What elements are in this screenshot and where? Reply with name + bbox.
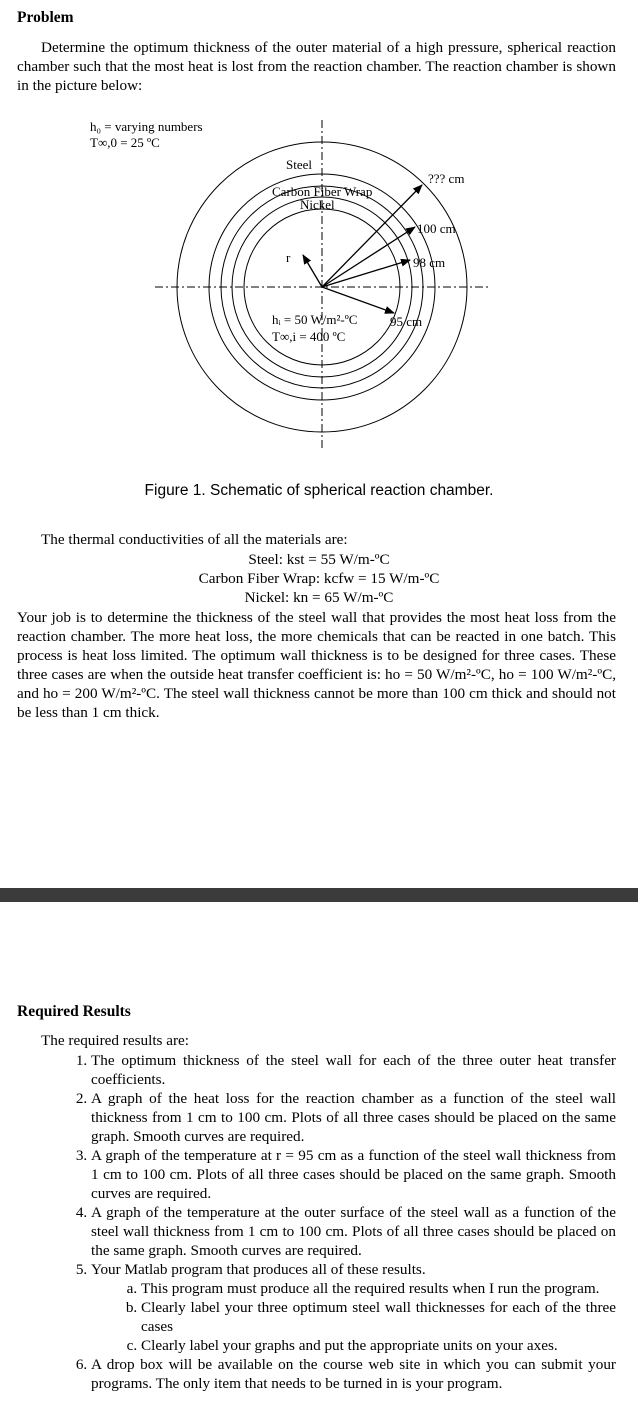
- radius-100-label: 100 cm: [417, 221, 456, 236]
- conductivity-intro: The thermal conductivities of all the materials are:: [41, 531, 348, 548]
- job-paragraph: Your job is to determine the thickness of the steel wall that provides the most heat loss from the reaction chamber. The more heat loss, the more chemicals that can be reacted in one batch. This process is heat loss limited. The optimum wall thickness is to be designed for three cases. These three cases are when the outside heat transfer coefficient is: ho = 50 W/m²-ºC, ho = 100 W/m²-ºC, and ho = 200 W/m²-ºC. The steel wall thickness cannot be more than 100 cm thick and should not be less than 1 cm thick.: [17, 609, 616, 721]
- steel-label: Steel: [286, 157, 312, 172]
- nickel-label: Nickel: [300, 197, 335, 212]
- matlab-sublist: [91, 1279, 616, 1355]
- list-item: 5. Your Matlab program that produces all of these results. a. This program must produce all the required results when I run the program. b. Clearly label your three optimum steel wall thicknesses for each of the three cases c. Clearly label your graphs and put the appropriate units on your axes.: [91, 1260, 616, 1355]
- list-item: a. This program must produce all the required results when I run the program.: [141, 1279, 616, 1298]
- carbon-label: Carbon Fiber Wrap: [272, 184, 373, 199]
- list-item: 3. A graph of the temperature at r = 95 cm as a function of the steel wall thickness from 1 cm to 100 cm. Plots of all three cases should be placed on the same graph. Smooth curves are required.: [91, 1146, 616, 1203]
- list-item: c. Clearly label your graphs and put the appropriate units on your axes.: [141, 1336, 616, 1355]
- tinf-o-label: T∞,0 = 25 ºC: [90, 135, 160, 150]
- required-heading: Required Results: [17, 1003, 131, 1020]
- page-2: [0, 902, 638, 1422]
- hi-label: hᵢ = 50 W/m²-ºC: [272, 312, 358, 327]
- required-list: [41, 1051, 616, 1393]
- required-intro: The required results are:: [41, 1032, 190, 1049]
- radius-r-arrow: [303, 255, 322, 287]
- page-divider: [0, 888, 638, 902]
- ho-label: h₀ = varying numbers: [90, 119, 203, 134]
- radius-95-label: 95 cm: [390, 314, 423, 329]
- radius-100-arrow: [322, 227, 415, 287]
- reaction-chamber-figure: [0, 110, 638, 580]
- list-item: b. Clearly label your three optimum steel wall thicknesses for each of the three cases: [141, 1298, 616, 1336]
- list-item: 6. A drop box will be available on the course web site in which you can submit your programs. The only item that needs to be turned in is your program.: [91, 1355, 616, 1393]
- carbon-conductivity: Carbon Fiber Wrap: kcfw = 15 W/m-ºC: [198, 570, 440, 587]
- figure-caption: Figure 1. Schematic of spherical reaction chamber.: [144, 482, 494, 499]
- list-item: 1. The optimum thickness of the steel wall for each of the three outer heat transfer coefficients.: [91, 1051, 616, 1089]
- radius-95-arrow: [322, 287, 394, 313]
- list-item: 2. A graph of the heat loss for the reaction chamber as a function of the steel wall thickness from 1 cm to 100 cm. Plots of all three cases should be placed on the same graph. Smooth curves are required.: [91, 1089, 616, 1146]
- list-item: 4. A graph of the temperature at the outer surface of the steel wall as a function of the steel wall thickness from 1 cm to 100 cm. Plots of all three cases should be placed on the same graph. Smooth curves are required.: [91, 1203, 616, 1260]
- steel-conductivity: Steel: kst = 55 W/m-ºC: [248, 551, 390, 568]
- problem-intro: Determine the optimum thickness of the outer material of a high pressure, spherical reaction chamber such that the most heat is lost from the reaction chamber. The reaction chamber is shown in the picture below:: [17, 39, 616, 94]
- radius-98-label: 98 cm: [413, 255, 446, 270]
- problem-heading: Problem: [17, 9, 74, 26]
- tinf-i-label: T∞,i = 400 ºC: [272, 329, 346, 344]
- radius-unknown-label: ??? cm: [428, 171, 465, 186]
- r-label: r: [286, 250, 291, 265]
- nickel-conductivity: Nickel: kn = 65 W/m-ºC: [244, 589, 394, 606]
